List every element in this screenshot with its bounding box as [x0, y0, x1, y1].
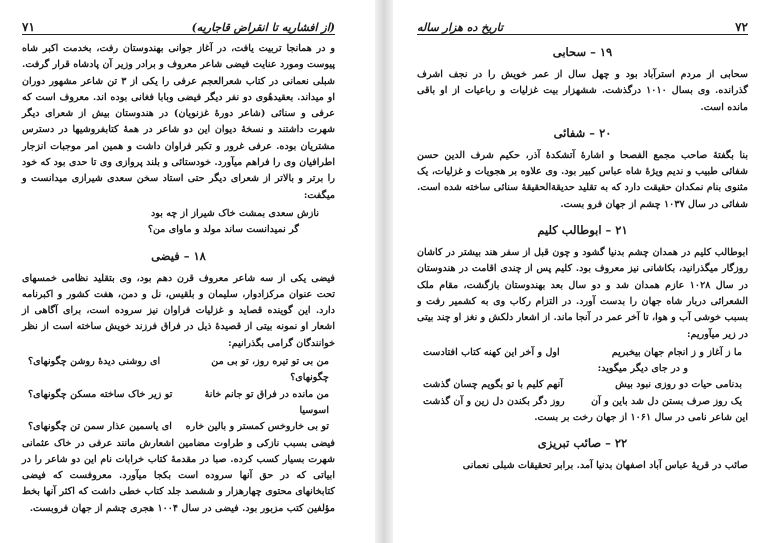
left-running-title: (از افشاریه تا انقراض قاجاریه) — [191, 21, 335, 34]
verse-hemistich: من بی تو تیره روز، تو بی من چگونهای؟ — [211, 356, 329, 384]
left-intro-paragraph: و در همانجا تربیت یافت، در آغاز جوانی بهندوستان رفت، بخدمت اکبر شاه پیوست ومورد عنایت فیضی شاعر معروف و برادر وزیر آن پادشاه قرار گرفت. شبلی نعمانی در کتاب شعرالعجم عرفی را یکی از ۳ تن شاعر مشهور دوران او میداند. بعقیدهٔوی دو نفر دیگر فیضی وبابا فغانی بوده اند. معروف است که عرفی و سنائی (شاعر دورهٔ غزنویان) در هندوستان بیش از شعرای دیگر شهرت داشتند و نسخهٔ دیوان این دو شاعر در همهٔ کتابفروشیها در دسترس مشتریان بوده. عرفی غرور و تکبر فراوان داشت و همین امر موجبات انزجار اطرافیان وی را فراهم میآورد. خودستائی و بلند پروازی وی تا حدی بود که خود را برتر و بالاتر از شعرای دیگر حتی استاد سخن سعدی شیرازی میدانست و میگفت: — [22, 43, 335, 201]
verse-hemistich: روز دگر بکندن دل زین و آن گذشت — [423, 395, 565, 407]
verse-hemistich: آنهم کلیم با تو بگویم چسان گذشت — [423, 379, 563, 391]
verse-line — [22, 354, 335, 387]
left-page-number: ۷۱ — [22, 20, 35, 34]
verse-hemistich: تو بی خاروخس کمستر و بالین خاره — [185, 421, 329, 433]
faizi-closing-paragraph: فیضی بسبب نازکی و طراوت مضامین اشعارش مانند عرفی در خاک عثمانی شهرت بسیار کسب کرده. صبا در مقدمهٔ کتاب خرابات نام این دو شاعر را در ابیاتی که در حق آنها سروده است بکجا میآورد. معروفست که فیضی کتابخانهای محتوی چهارهزار و ششصد جلد کتاب خطی داشت که اکثر آنها بخط مؤلفین کتب مزبور بود. فیضی در سال ۱۰۰۴ هجری چشم از جهان فروبست. — [22, 437, 335, 514]
verse-hemistich: تو زیر خاک ساخته مسکن چگونهای؟ — [28, 388, 173, 400]
section-title-sahabi: ۱۹ – سحابی — [552, 45, 613, 59]
kalim-closing-paragraph: این شاعر نامی در سال ۱۰۶۱ از جهان رخت بر بست. — [534, 412, 748, 424]
verse-hemistich: ای یاسمین عذار سمن تن چگونهای؟ — [28, 421, 172, 433]
verse-hemistich: ما ز آغاز و ز انجام جهان بیخبریم — [611, 346, 742, 358]
section-title-kalim: ۲۱ – ابوطالب کلیم — [537, 223, 628, 238]
kalim-paragraph: ابوطالب کلیم در همدان چشم بدنیا گشود و چون قبل از سفر هند بیشتر در کاشان روزگار میگذرانید، بکاشانی نیز معروف بود. کلیم پس از چندی اقامت در هندوستان در سال ۱۰۲۸ عازم همدان شد و دو سال بعد بهندوستان بازگشت، مقام ملک الشعرائی دربار شاه جهان را بدست آورد. در التزام رکاب وی به کشمیر رفت و بسبب خوشی آب و هوا، تا آخر عمر در آنجا ماند. از اشعار دلکش و نغز او چند بیتی در زیر میآوریم: — [417, 247, 748, 340]
saib-paragraph: صائب در قریهٔ عباس آباد اصفهان بدنیا آمد. برابر تحقیقات شبلی نعمانی — [462, 460, 748, 472]
left-running-head — [22, 0, 335, 35]
right-running-title: تاریخ ده هزار ساله — [417, 21, 504, 34]
verse-line — [417, 394, 748, 410]
couplet-line-2: گر نمیدانست ساند مولد و ماوای من؟ — [147, 224, 299, 236]
verse-hemistich: بدنامی حیات دو روزی نبود بیش — [615, 379, 742, 391]
right-page-number: ۷۲ — [735, 20, 748, 34]
verse-hemistich: ای روشنی دیدهٔ روشن چگونهای؟ — [28, 356, 161, 368]
verse-line — [22, 387, 335, 420]
verse-line — [417, 377, 748, 393]
book-gutter — [375, 0, 393, 543]
right-running-head — [417, 0, 748, 35]
left-page — [0, 0, 375, 543]
section-title-shafai: ۲۰ – شفائی — [553, 125, 612, 140]
verse-hemistich: من مانده در فراق تو جانم خانهٔ اسوسیا — [204, 388, 329, 416]
shafai-paragraph: بنا بگفتهٔ صاحب مجمع الفصحا و اشارهٔ آتشکدهٔ آذر، حکیم شرف الدین حسن شفائی طبیب و ندیم ویژهٔ شاه عباس کبیر بود. وی علاوه بر هجویات و غزلیات، یک مثنوی بنام نمکدان حقیقت دارد که به تقلید حدیقةالحقیقهٔ سنائی ساخته شده است. شفائی در سال ۱۰۳۷ چشم از جهان فرو بست. — [417, 149, 748, 210]
sahabi-paragraph: سحابی از مردم استرآباد بود و چهل سال از عمر خویش را در نجف اشرف گذرانده. وی بسال ۱۰۱۰ درگذشت. ششهزار بیت غزلیات و رباعیات از او باقی مانده است. — [417, 69, 748, 113]
section-title-saib: ۲۲ – صائب تبریزی — [537, 436, 628, 451]
verse-hemistich: اول و آخر این کهنه کتاب افتادست — [423, 346, 560, 358]
section-title-faizi: ۱۸ – فیضی — [151, 248, 206, 263]
verse-hemistich: یک روز صرف بستن دل شد باین و آن — [591, 395, 742, 407]
verse-line — [22, 419, 335, 435]
couplet-line-1: نازش سعدی بمشت خاک شیراز از چه بود — [151, 207, 319, 219]
verse-line — [417, 345, 748, 361]
faizi-paragraph: فیضی یکی از سه شاعر معروف قرن دهم بود، وی بتقلید نظامی خمسهای تحت عنوان مرکزادوار، سلیمان و بلقیس، نل و دمن، هفت کشور و اکبرنامه دارد. این گوینده قصاید و غزلیات فراوان نیز سروده است، برای آگاهی از اشعار او نمونه بیتی از قصیدهٔ ذیل در فراق فرزند خویش ساخته است از نظر خوانندگان گرامی بگذرانیم: — [22, 272, 335, 349]
verse-intro: و در جای دیگر میگوید: — [597, 363, 688, 375]
right-page — [393, 0, 768, 543]
